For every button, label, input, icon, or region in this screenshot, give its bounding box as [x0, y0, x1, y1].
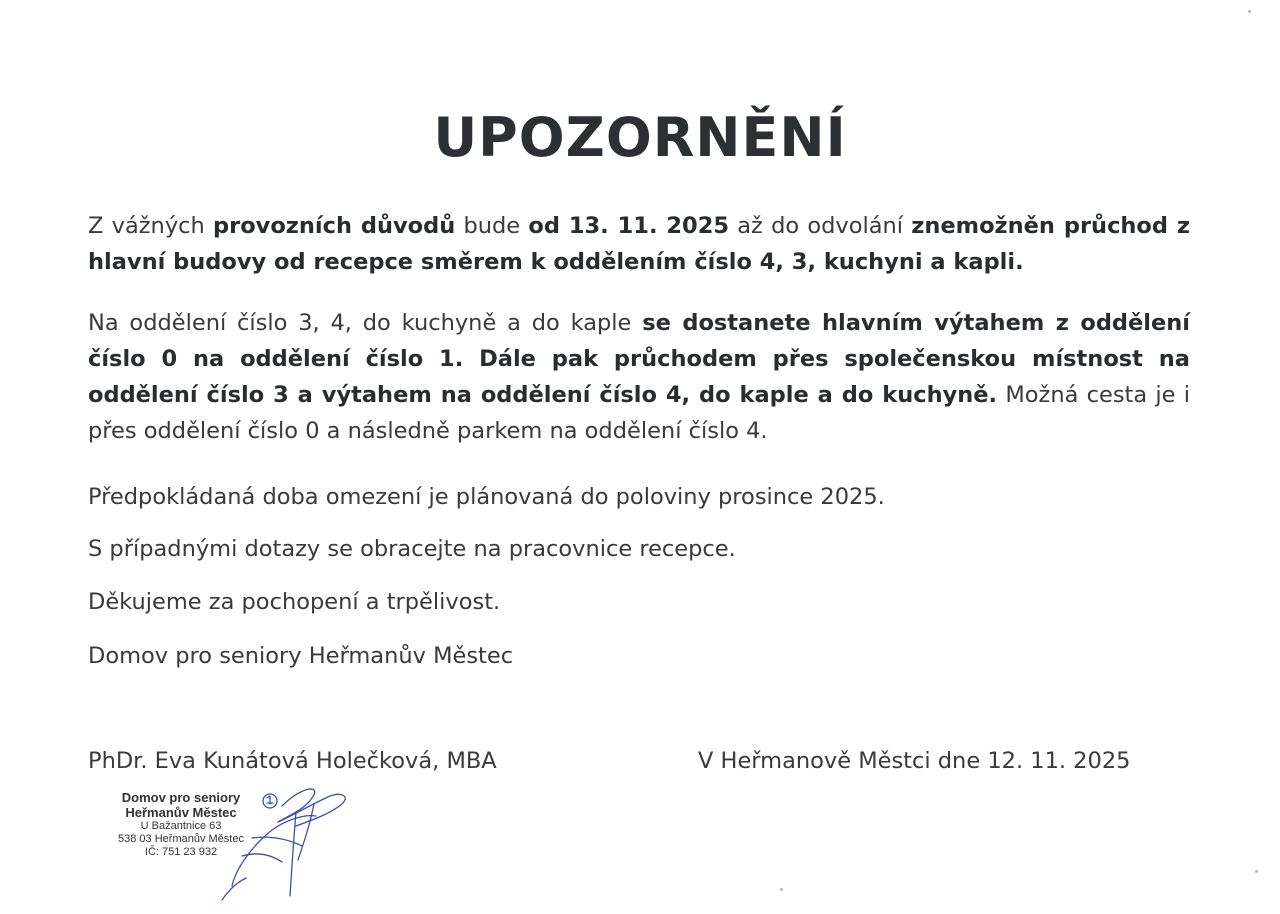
paragraph-thanks: Děkujeme za pochopení a trpělivost.	[88, 589, 501, 615]
p1-bold-3: znemožněn průchod z hlavní budovy od recepce směrem k oddělením číslo 4, 3, kuchyni a kapli.	[88, 213, 1191, 275]
scan-speck	[1248, 10, 1251, 13]
p2-text-2: Možná cesta je i přes oddělení číslo 0 a následně parkem na oddělení číslo 4.	[88, 382, 1190, 444]
p1-bold-2: od 13. 11. 2025	[528, 213, 730, 239]
handwritten-signature	[212, 776, 362, 911]
stamp-line-4: 538 03 Heřmanův Městec	[118, 833, 244, 845]
stamp-line-1: Domov pro seniory	[121, 790, 241, 805]
paragraph-closure	[88, 208, 1190, 280]
paragraph-questions: S případnými dotazy se obracejte na pracovnice recepce.	[88, 536, 736, 562]
date-place: V Heřmanově Městci dne 12. 11. 2025	[698, 748, 1131, 774]
p1-text-1: Z vážných	[88, 213, 213, 239]
p2-bold-1: se dostanete hlavním výtahem z oddělení číslo 0 na oddělení číslo 1. Dále pak průchodem přes společenskou místnost na oddělení číslo 3 a výtahem na oddělení číslo 4, do kaple a do kuchyně.	[88, 310, 1190, 408]
stamp-line-3: U Bažantnice 63	[140, 820, 222, 832]
p1-text-2: bude	[455, 213, 529, 239]
p1-bold-1: provozních důvodů	[213, 213, 456, 239]
scan-speck	[780, 888, 783, 891]
paragraph-organization: Domov pro seniory Heřmanův Městec	[88, 643, 514, 669]
scan-speck	[1255, 870, 1258, 873]
p2-text-1: Na oddělení číslo 3, 4, do kuchyně a do kaple	[88, 310, 643, 336]
stamp-line-2: Heřmanův Městec	[125, 805, 237, 820]
notice-title: UPOZORNĚNÍ	[433, 106, 847, 169]
paragraph-route	[88, 305, 1190, 449]
stamp-line-5: IČ: 751 23 932	[144, 846, 218, 858]
signatory-name: PhDr. Eva Kunátová Holečková, MBA	[88, 748, 497, 774]
paragraph-duration: Předpokládaná doba omezení je plánovaná do poloviny prosince 2025.	[88, 484, 885, 510]
p1-text-3: až do odvolání	[729, 213, 912, 239]
